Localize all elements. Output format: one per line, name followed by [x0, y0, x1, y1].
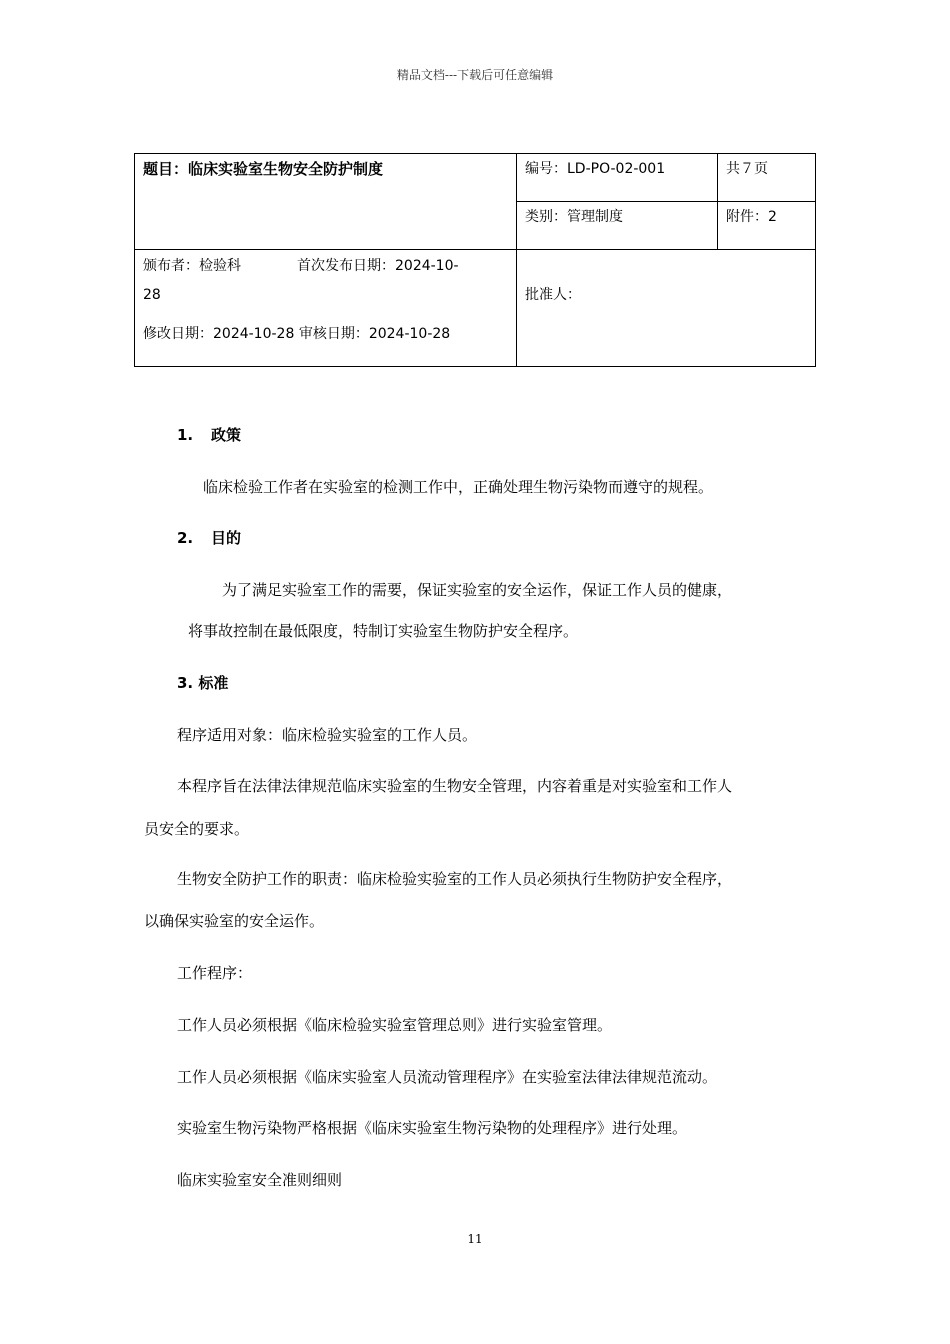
page-number: 11 [467, 1232, 483, 1246]
paragraph-purpose-line-2: 员安全的要求。 [144, 820, 250, 838]
info-cell [135, 250, 517, 367]
section-3-heading: 3. 标准 [177, 674, 229, 692]
section-2-heading: 2. 目的 [177, 529, 242, 547]
first-release-date-cont: 28 [143, 287, 161, 303]
paragraph-procedure-label: 工作程序： [177, 964, 253, 982]
approver-cell [517, 250, 816, 367]
publisher: 颁布者：检验科 [143, 258, 241, 274]
attachments-cell [718, 202, 816, 250]
section-1-heading: 1. 政策 [177, 426, 242, 444]
approver-label: 批准人： [525, 287, 581, 303]
pages-cell [718, 154, 816, 202]
document-code: 编号：LD-PO-02-001 [525, 161, 666, 177]
code-cell [517, 154, 718, 202]
paragraph-purpose-line-1: 本程序旨在法律法律规范临床实验室的生物安全管理，内容着重是对实验室和工作人 [177, 777, 733, 795]
reviewed-date: 审核日期：2024-10-28 [298, 326, 451, 342]
document-category: 类别：管理制度 [525, 209, 623, 225]
attachment-count: 附件：2 [726, 209, 777, 225]
paragraph-procedure-3: 实验室生物污染物严格根据《临床实验室生物污染物的处理程序》进行处理。 [177, 1119, 688, 1137]
paragraph-duties-line-1: 生物安全防护工作的职责：临床检验实验室的工作人员必须执行生物防护安全程序， [177, 870, 733, 888]
watermark-header: 精品文档---下载后可任意编辑 [396, 68, 554, 82]
paragraph-safety-rules: 临床实验室安全准则细则 [177, 1171, 343, 1189]
category-cell [517, 202, 718, 250]
document-header-table [134, 153, 816, 367]
page-count: 共７页 [726, 161, 768, 177]
revised-date: 修改日期：2024-10-28 [143, 326, 295, 342]
paragraph-scope: 程序适用对象：临床检验实验室的工作人员。 [177, 726, 478, 744]
section-2-text-line-1: 为了满足实验室工作的需要，保证实验室的安全运作，保证工作人员的健康， [222, 581, 733, 599]
section-1-text: 临床检验工作者在实验室的检测工作中，正确处理生物污染物而遵守的规程。 [203, 478, 714, 496]
section-2-text-line-2: 将事故控制在最低限度，特制订实验室生物防护安全程序。 [188, 622, 579, 640]
document-title: 题目：临床实验室生物安全防护制度 [143, 160, 384, 178]
paragraph-procedure-1: 工作人员必须根据《临床检验实验室管理总则》进行实验室管理。 [177, 1016, 613, 1034]
paragraph-procedure-2: 工作人员必须根据《临床实验室人员流动管理程序》在实验室法律法律规范流动。 [177, 1068, 718, 1086]
paragraph-duties-line-2: 以确保实验室的安全运作。 [144, 912, 325, 930]
first-release-date: 首次发布日期：2024-10- [297, 258, 459, 274]
title-cell [135, 154, 517, 250]
